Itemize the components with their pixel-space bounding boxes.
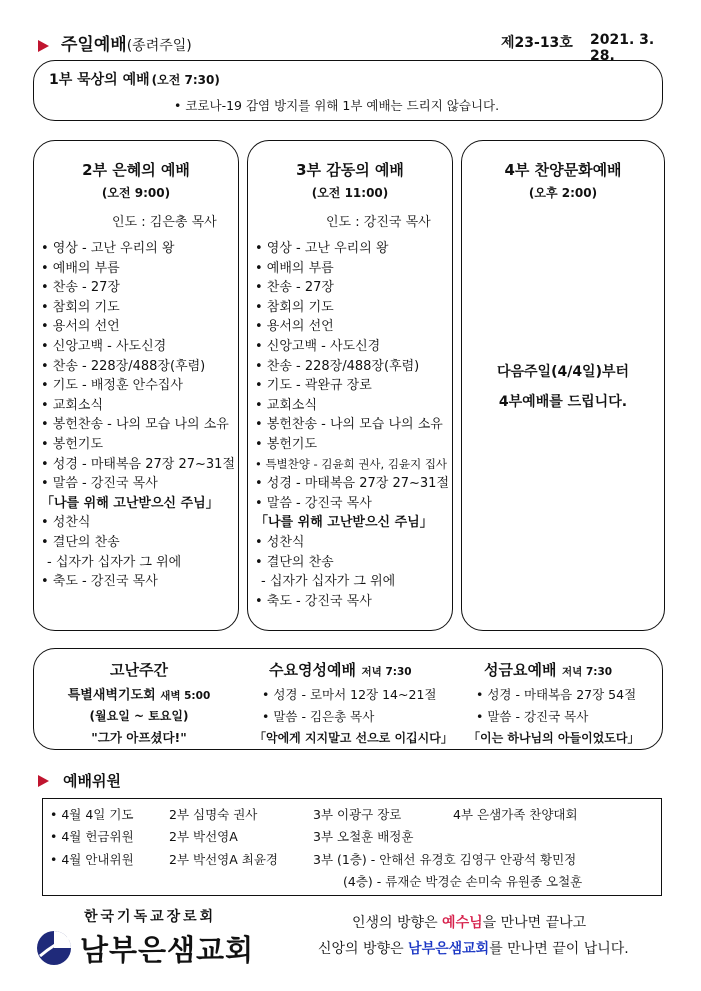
service3-item: 「나를 위해 고난받으신 주님」 xyxy=(255,515,433,531)
service3-item: • 교회소식 xyxy=(255,397,318,413)
service2-order-list xyxy=(41,239,235,592)
friday-scripture: • 성경 - 마태복음 27장 54절 xyxy=(476,687,637,702)
service3-item: • 말씀 - 강진국 목사 xyxy=(255,495,372,511)
wednesday-sermon: • 말씀 - 김은총 목사 xyxy=(262,709,375,724)
section-marker-icon xyxy=(38,40,49,52)
service3-order-list xyxy=(255,239,449,611)
service3-item: • 축도 - 강진국 목사 xyxy=(255,593,372,609)
service2-item: - 십자가 십자가 그 위에 xyxy=(47,554,182,570)
committee-heading xyxy=(38,770,121,791)
church-logo xyxy=(36,908,316,970)
service2-item: • 찬송 - 27장 xyxy=(41,280,120,296)
committee-row3-s3: 3부 (1층) - 안해선 유경호 김영구 안광석 황민정 xyxy=(313,852,577,867)
committee-row1-label: • 4월 4일 기도 xyxy=(50,807,134,822)
service1-title: 1부 묵상의 예배 xyxy=(49,72,150,88)
service4-notice-line1: 다음주일(4/4일)부터 xyxy=(496,364,630,380)
service2-item: • 성경 - 마태복음 27장 27~31절 xyxy=(41,456,236,472)
service3-title: 3부 감동의 예배 xyxy=(296,161,404,179)
slogan-line1: 인생의 방향은 예수님을 만나면 끝나고 xyxy=(352,915,587,931)
committee-row4-s3: (4층) - 류재순 박경순 손미숙 유원종 오철훈 xyxy=(343,874,583,889)
passion-week-days: (월요일 ~ 토요일) xyxy=(89,709,189,723)
header xyxy=(38,30,668,64)
service2-item: • 영상 - 고난 우리의 왕 xyxy=(41,241,175,256)
church-emblem-icon xyxy=(36,930,72,966)
committee-row3-s2: 2부 박선영A 최윤경 xyxy=(169,852,278,867)
page-title: 주일예배 xyxy=(61,35,127,55)
slogan-line2: 신앙의 방향은 남부은샘교회를 만나면 끝이 납니다. xyxy=(318,941,629,957)
service4-box xyxy=(461,140,665,631)
friday-sermon-title: 「이는 하나님의 아들이었도다」 xyxy=(468,731,640,745)
service2-item: • 신앙고백 - 사도신경 xyxy=(41,338,167,354)
slogan-highlight-jesus: 예수님 xyxy=(442,915,483,931)
committee-row2-label: • 4월 헌금위원 xyxy=(50,829,134,844)
service3-item: • 영상 - 고난 우리의 왕 xyxy=(255,241,389,256)
service2-time: (오전 9:00) xyxy=(101,186,171,200)
service3-item: • 예배의 부름 xyxy=(255,260,334,276)
service2-item: • 축도 - 강진국 목사 xyxy=(41,574,158,590)
service3-item: • 결단의 찬송 xyxy=(255,554,334,570)
service3-item: • 성경 - 마태복음 27장 27~31절 xyxy=(255,476,450,492)
committee-row1-s2: 2부 심명숙 권사 xyxy=(169,807,258,822)
friday-time: 저녁 7:30 xyxy=(562,666,613,678)
service2-title: 2부 은혜의 예배 xyxy=(82,161,190,179)
section-marker-icon xyxy=(38,775,49,787)
committee-row2-s2: 2부 박선영A xyxy=(169,829,238,844)
service2-item: • 참회의 기도 xyxy=(41,299,120,315)
service3-item: • 용서의 선언 xyxy=(255,319,334,335)
committee-title: 예배위원 xyxy=(63,772,121,790)
service1-time: (오전 7:30) xyxy=(151,73,220,87)
committee-box xyxy=(42,798,662,896)
denomination-name: 한국기독교장로회 xyxy=(84,909,217,925)
wednesday-scripture: • 성경 - 로마서 12장 14~21절 xyxy=(262,687,437,702)
committee-row3-label: • 4월 안내위원 xyxy=(50,852,134,867)
service3-leader: 인도 : 강진국 목사 xyxy=(326,215,431,230)
service3-box xyxy=(247,140,453,631)
service2-item: • 교회소식 xyxy=(41,397,104,413)
special-services-box xyxy=(33,648,663,750)
committee-row2-s3: 3부 오철훈 배정훈 xyxy=(313,829,414,844)
service2-item: 「나를 위해 고난받으신 주님」 xyxy=(41,495,219,511)
service2-item: • 봉헌찬송 - 나의 모습 나의 소유 xyxy=(41,417,229,433)
committee-row1-s3: 3부 이광구 장로 xyxy=(313,807,402,822)
service3-time: (오전 11:00) xyxy=(311,186,389,200)
service2-item: • 성찬식 xyxy=(41,515,91,531)
service2-leader: 인도 : 김은총 목사 xyxy=(112,215,217,230)
passion-week-theme: "그가 아프셨다!" xyxy=(91,730,187,745)
slogan-highlight-church: 남부은샘교회 xyxy=(408,941,490,957)
service2-item: • 기도 - 배정훈 안수집사 xyxy=(41,378,183,394)
issue-number: 제23-13호 xyxy=(501,35,573,51)
service2-item: • 말씀 - 강진국 목사 xyxy=(41,476,158,492)
passion-week-line1: 특별새벽기도회 새벽 5:00 xyxy=(67,688,211,703)
friday-heading xyxy=(484,659,612,680)
service3-item: • 신앙고백 - 사도신경 xyxy=(255,338,381,354)
wednesday-sermon-title: 「악에게 지지말고 선으로 이깁시다」 xyxy=(254,731,453,745)
service3-item: • 찬송 - 27장 xyxy=(255,280,334,296)
issue-date: 2021. 3. 28. xyxy=(590,32,655,64)
friday-title: 성금요예배 xyxy=(484,661,557,679)
service2-item: • 용서의 선언 xyxy=(41,319,120,335)
service2-item: • 봉헌기도 xyxy=(41,436,104,452)
service3-item: • 기도 - 곽완규 장로 xyxy=(255,378,372,394)
service2-item: • 찬송 - 228장/488장(후렴) xyxy=(41,358,206,374)
church-name: 남부은샘교회 xyxy=(80,933,255,967)
wednesday-heading xyxy=(269,659,412,680)
friday-sermon: • 말씀 - 강진국 목사 xyxy=(476,709,589,724)
wednesday-time: 저녁 7:30 xyxy=(361,666,412,678)
service1-box xyxy=(33,60,663,121)
service3-item: • 봉헌찬송 - 나의 모습 나의 소유 xyxy=(255,417,443,433)
service2-item: • 결단의 찬송 xyxy=(41,534,120,550)
service4-time: (오후 2:00) xyxy=(528,186,598,200)
service4-notice-line2: 4부예배를 드립니다. xyxy=(498,394,628,410)
passion-week-title: 고난주간 xyxy=(110,661,168,679)
wednesday-title: 수요영성예배 xyxy=(269,661,356,679)
service3-item: • 특별찬양 - 김윤희 권사, 김윤지 집사 xyxy=(255,456,448,471)
committee-row1-s4: 4부 은샘가족 찬양대회 xyxy=(453,807,578,822)
service4-title: 4부 찬양문화예배 xyxy=(504,161,622,179)
service3-item: • 찬송 - 228장/488장(후렴) xyxy=(255,358,420,374)
service1-note: • 코로나-19 감염 방지를 위해 1부 예배는 드리지 않습니다. xyxy=(174,98,500,113)
service2-box xyxy=(33,140,239,631)
service3-item: • 참회의 기도 xyxy=(255,299,334,315)
service3-item: • 성찬식 xyxy=(255,534,305,550)
page-subtitle: (종려주일) xyxy=(126,38,192,54)
service3-item: - 십자가 십자가 그 위에 xyxy=(261,574,396,590)
service3-item: • 봉헌기도 xyxy=(255,436,318,452)
service2-item: • 예배의 부름 xyxy=(41,260,120,276)
